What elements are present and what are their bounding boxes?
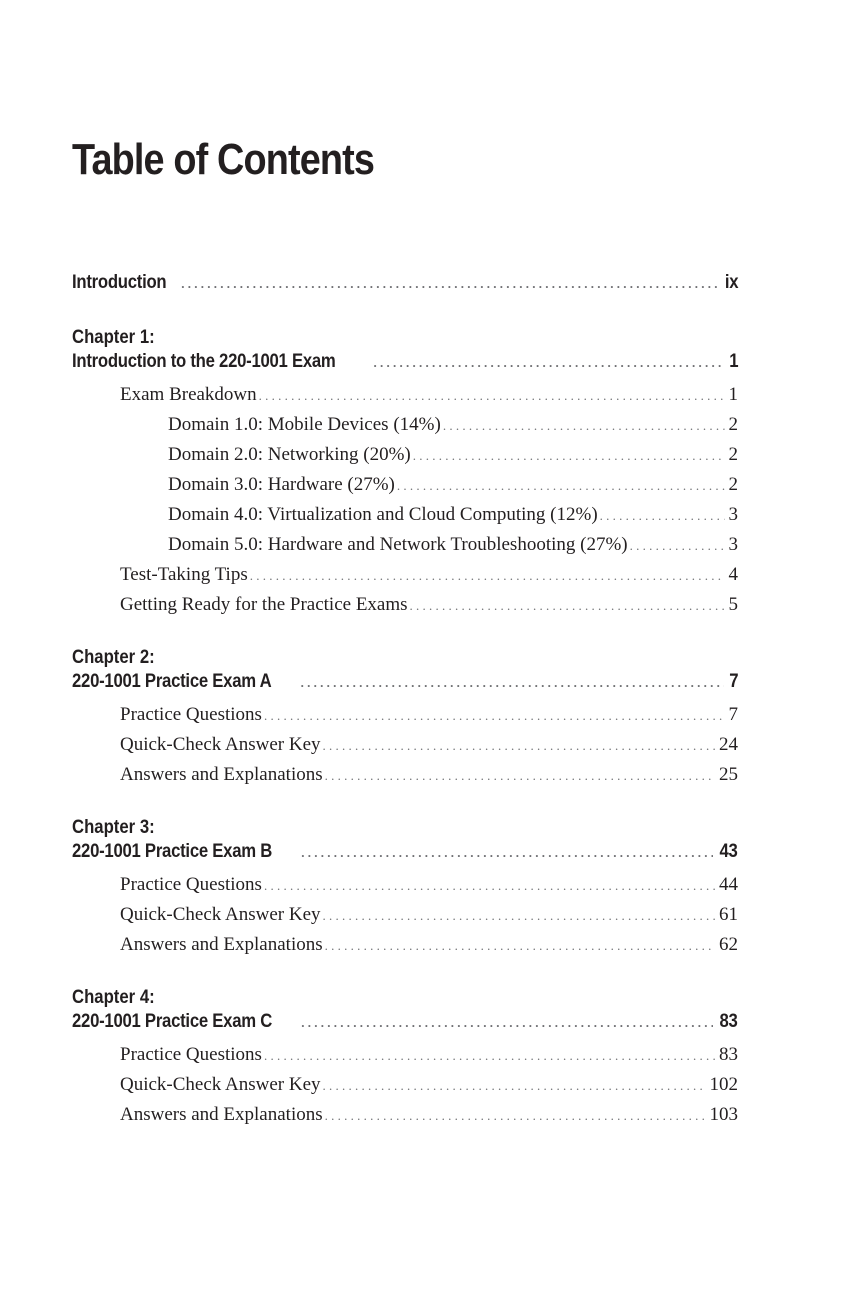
toc-entry-label: Domain 1.0: Mobile Devices (14%) — [168, 414, 441, 435]
toc-page-number: ix — [724, 272, 738, 293]
toc-page-number: 43 — [719, 841, 738, 862]
toc-entry-label: Getting Ready for the Practice Exams — [120, 594, 408, 615]
toc-entry-chapter-4[interactable] — [72, 1010, 738, 1034]
toc-entry[interactable] — [72, 930, 738, 960]
dot-leader — [413, 441, 725, 471]
toc-page-number: 44 — [719, 874, 738, 895]
chapter-1-block — [72, 326, 738, 620]
toc-page-number: 2 — [728, 444, 738, 465]
dot-leader — [181, 269, 719, 299]
toc-entry-label: Quick-Check Answer Key — [120, 1074, 321, 1095]
chapter-2-block — [72, 646, 738, 790]
toc-page-number: 2 — [728, 474, 738, 495]
toc-page-number: 7 — [728, 671, 738, 692]
toc-page-number: 7 — [728, 704, 738, 725]
chapter-4-block — [72, 986, 738, 1130]
toc-entry-label: Test-Taking Tips — [120, 564, 248, 585]
toc-entry[interactable] — [72, 590, 738, 620]
toc-page-number: 1 — [728, 351, 738, 372]
toc-page-number: 24 — [719, 734, 738, 755]
toc-entry-label: Quick-Check Answer Key — [120, 904, 321, 925]
toc-entry-label: Practice Questions — [120, 874, 262, 895]
toc-entry-label: Answers and Explanations — [120, 934, 323, 955]
dot-leader — [301, 1011, 713, 1035]
chapter-title: 220-1001 Practice Exam B — [72, 841, 273, 862]
chapter-number: Chapter 3: — [72, 817, 155, 838]
dot-leader — [323, 901, 715, 931]
dot-leader — [410, 591, 725, 621]
toc-page-number: 103 — [709, 1104, 738, 1125]
page-title: Table of Contents — [72, 135, 375, 184]
dot-leader — [323, 731, 715, 761]
dot-leader — [250, 561, 725, 591]
toc-page-number: 83 — [719, 1011, 738, 1032]
toc-entry[interactable] — [72, 560, 738, 590]
chapter-title: Introduction to the 220-1001 Exam — [72, 351, 336, 372]
dot-leader — [264, 701, 725, 731]
toc-entry-label: Domain 5.0: Hardware and Network Troubleshooting (27%) — [168, 534, 628, 555]
toc-entry-chapter-2[interactable] — [72, 670, 738, 694]
toc-page-number: 1 — [728, 384, 738, 405]
toc-page-number: 25 — [719, 764, 738, 785]
toc-page-number: 83 — [719, 1044, 738, 1065]
dot-leader — [259, 381, 725, 411]
chapter-3-block — [72, 816, 738, 960]
toc-entry[interactable] — [72, 440, 738, 470]
toc-entry-label: Practice Questions — [120, 1044, 262, 1065]
toc-page-number: 4 — [728, 564, 738, 585]
dot-leader — [325, 761, 715, 791]
toc-page-number: 61 — [719, 904, 738, 925]
toc-entry[interactable] — [72, 410, 738, 440]
toc-entry[interactable] — [72, 900, 738, 930]
toc-entry-label: Answers and Explanations — [120, 1104, 323, 1125]
toc-entry-label: Domain 2.0: Networking (20%) — [168, 444, 411, 465]
dot-leader — [264, 1041, 715, 1071]
dot-leader — [630, 531, 725, 561]
chapter-title: 220-1001 Practice Exam C — [72, 1011, 273, 1032]
toc-entry[interactable] — [72, 730, 738, 760]
toc-entry[interactable] — [72, 500, 738, 530]
toc-entry-introduction[interactable] — [72, 268, 738, 298]
toc-entry-label: Introduction — [72, 272, 167, 293]
toc-entry-label: Quick-Check Answer Key — [120, 734, 321, 755]
toc-entry[interactable] — [72, 870, 738, 900]
toc-entry[interactable] — [72, 760, 738, 790]
dot-leader — [397, 471, 725, 501]
toc-page-number: 2 — [728, 414, 738, 435]
toc-page-number: 3 — [728, 504, 738, 525]
chapter-title: 220-1001 Practice Exam A — [72, 671, 272, 692]
chapter-number: Chapter 1: — [72, 327, 155, 348]
toc-entry-label: Practice Questions — [120, 704, 262, 725]
toc-entry[interactable] — [72, 1100, 738, 1130]
dot-leader — [325, 1101, 706, 1131]
toc-entry-label: Domain 4.0: Virtualization and Cloud Computing (12%) — [168, 504, 598, 525]
table-of-contents — [72, 268, 738, 1156]
toc-entry-label: Exam Breakdown — [120, 384, 257, 405]
dot-leader — [443, 411, 725, 441]
toc-page-number: 102 — [709, 1074, 738, 1095]
toc-entry[interactable] — [72, 380, 738, 410]
toc-entry[interactable] — [72, 1070, 738, 1100]
toc-page-number: 3 — [728, 534, 738, 555]
toc-entry-chapter-3[interactable] — [72, 840, 738, 864]
dot-leader — [323, 1071, 706, 1101]
toc-entry[interactable] — [72, 700, 738, 730]
toc-entry[interactable] — [72, 470, 738, 500]
dot-leader — [264, 871, 715, 901]
toc-entry[interactable] — [72, 1040, 738, 1070]
chapter-number: Chapter 4: — [72, 987, 155, 1008]
toc-entry-label: Domain 3.0: Hardware (27%) — [168, 474, 395, 495]
dot-leader — [373, 351, 723, 375]
toc-entry-label: Answers and Explanations — [120, 764, 323, 785]
dot-leader — [600, 501, 725, 531]
toc-entry-chapter-1[interactable] — [72, 350, 738, 374]
dot-leader — [301, 671, 724, 695]
dot-leader — [325, 931, 715, 961]
toc-entry[interactable] — [72, 530, 738, 560]
chapter-number: Chapter 2: — [72, 647, 155, 668]
toc-page-number: 5 — [728, 594, 738, 615]
toc-page-number: 62 — [719, 934, 738, 955]
dot-leader — [301, 841, 713, 865]
